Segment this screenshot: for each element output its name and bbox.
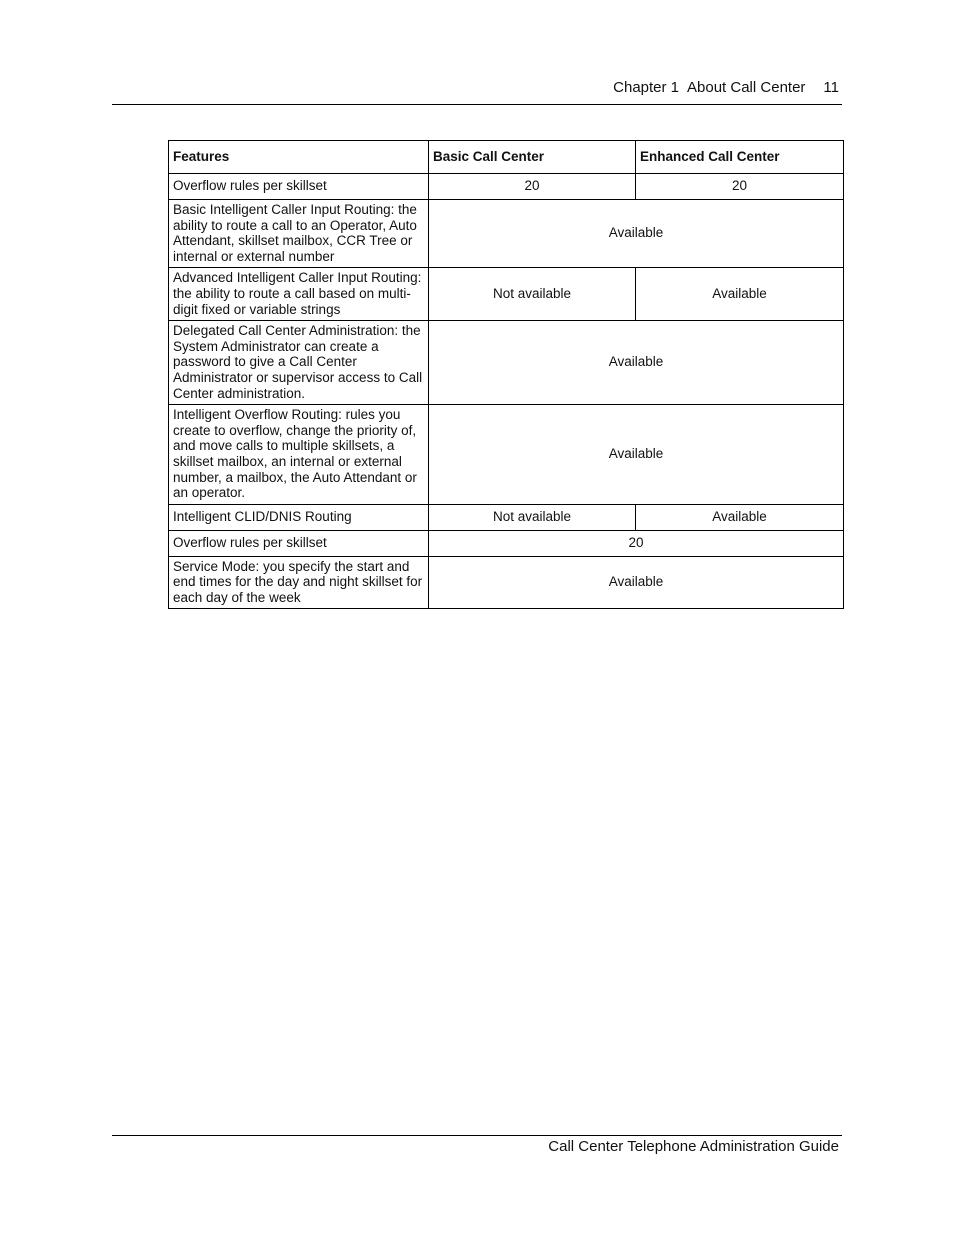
table-row: [169, 200, 844, 268]
column-header-enhanced: Enhanced Call Center: [636, 141, 844, 174]
basic-cell: Not available: [429, 504, 636, 530]
feature-cell: Basic Intelligent Caller Input Routing: the ability to route a call to an Operator, Auto Attendant, skillset mailbox, CCR Tree or internal or external number: [169, 200, 429, 268]
column-header-features: Features: [169, 141, 429, 174]
basic-cell: Not available: [429, 268, 636, 321]
feature-cell: Intelligent CLID/DNIS Routing: [169, 504, 429, 530]
feature-cell: Overflow rules per skillset: [169, 174, 429, 200]
table-row: [169, 556, 844, 609]
feature-cell: Service Mode: you specify the start and end times for the day and night skillset for each day of the week: [169, 556, 429, 609]
enhanced-cell: Available: [636, 268, 844, 321]
table-row: [169, 504, 844, 530]
both-editions-cell: Available: [429, 405, 844, 505]
chapter-label: Chapter 1: [613, 79, 680, 96]
table-row: [169, 530, 844, 556]
header-rule: [112, 104, 842, 105]
footer-rule: [112, 1135, 842, 1136]
both-editions-cell: Available: [429, 556, 844, 609]
enhanced-cell: Available: [636, 504, 844, 530]
column-header-basic: Basic Call Center: [429, 141, 636, 174]
feature-cell: Advanced Intelligent Caller Input Routing: the ability to route a call based on multi-digit fixed or variable strings: [169, 268, 429, 321]
document-title: Call Center Telephone Administration Guide: [548, 1138, 839, 1155]
feature-cell: Delegated Call Center Administration: the System Administrator can create a password to give a Call Center Administrator or supervisor access to Call Center administration.: [169, 321, 429, 405]
basic-cell: 20: [429, 174, 636, 200]
page-number: 11: [823, 79, 839, 96]
table-row: [169, 405, 844, 505]
features-table: [168, 140, 844, 609]
enhanced-cell: 20: [636, 174, 844, 200]
table-row: [169, 268, 844, 321]
feature-cell: Intelligent Overflow Routing: rules you create to overflow, change the priority of, and move calls to multiple skillsets, a skillset mailbox, an internal or external number, a mailbox, the Auto Attendant or an operator.: [169, 405, 429, 505]
page-footer: [112, 1138, 839, 1155]
feature-cell: Overflow rules per skillset: [169, 530, 429, 556]
chapter-title: About Call Center: [687, 79, 806, 96]
both-editions-cell: 20: [429, 530, 844, 556]
both-editions-cell: Available: [429, 321, 844, 405]
page-header: [112, 79, 839, 101]
table-row: [169, 321, 844, 405]
table-header-row: [169, 141, 844, 174]
table-row: [169, 174, 844, 200]
both-editions-cell: Available: [429, 200, 844, 268]
